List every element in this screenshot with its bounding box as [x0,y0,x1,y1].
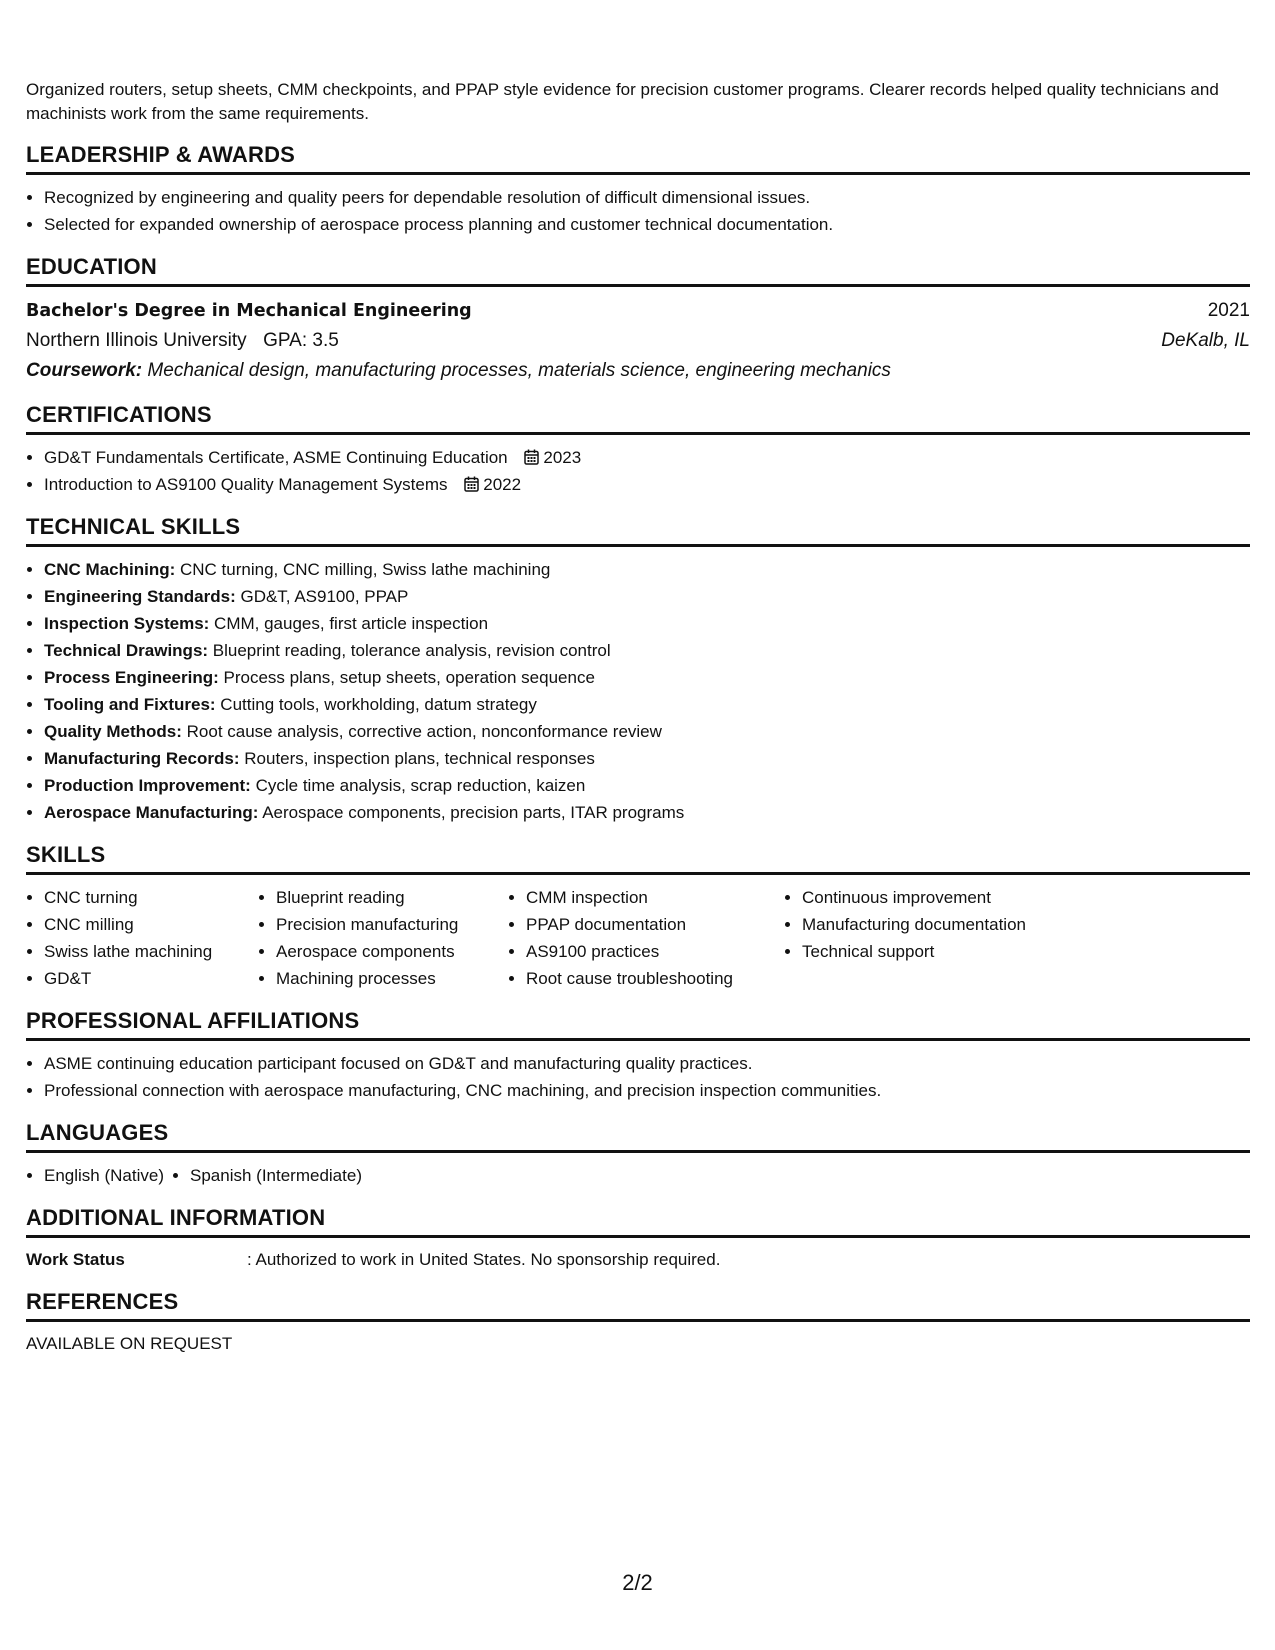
languages-section [26,1120,1250,1189]
affiliations-section [26,1008,1250,1104]
list-item [44,745,1250,772]
languages-list [26,1162,388,1189]
section-title-certifications: CERTIFICATIONS [26,402,1250,435]
calendar-icon [464,476,479,492]
skill-values: GD&T, AS9100, PPAP [235,587,409,606]
certification-year: 2022 [483,475,522,494]
additional-info-section [26,1205,1250,1273]
skill-values: Cycle time analysis, scrap reduction, kaizen [250,776,586,795]
list-item: • English (Native) [44,1162,164,1189]
list-item: • PPAP documentation [526,911,784,938]
skills-column [26,884,258,992]
list-item: • Continuous improvement [802,884,1026,911]
experience-summary: Organized routers, setup sheets, CMM checkpoints, and PPAP style evidence for precision customer programs. Clearer records helped quality technicians and machinists work from the same requirements. [26,80,1219,123]
list-item [44,471,1250,498]
list-item: • AS9100 practices [526,938,784,965]
list-item [44,444,1250,471]
skill-values: Routers, inspection plans, technical responses [239,749,595,768]
section-title-education: EDUCATION [26,254,1250,287]
list-item [44,799,1250,826]
list-item [44,583,1250,610]
list-item [44,718,1250,745]
skill-category: Tooling and Fixtures: [44,695,216,714]
certification-name: GD&T Fundamentals Certificate, ASME Continuing Education [44,448,508,467]
calendar-icon [524,449,539,465]
certifications-section [26,402,1250,498]
list-item [44,637,1250,664]
skill-category: Engineering Standards: [44,587,236,606]
list-item [44,556,1250,583]
graduation-year: 2021 [1207,300,1250,321]
list-item: • GD&T [44,965,258,992]
skill-category: Manufacturing Records: [44,749,240,768]
list-item: • Selected for expanded ownership of aerospace process planning and customer technical documentation. [44,211,1250,238]
list-item [44,610,1250,637]
list-item [44,772,1250,799]
list-item: • Machining processes [276,965,508,992]
section-title-references: REFERENCES [26,1289,1250,1322]
list-item: • Professional connection with aerospace manufacturing, CNC machining, and precision inspection communities. [44,1077,1250,1104]
coursework-label: Coursework: [26,360,143,381]
skills-grid [26,884,1250,992]
skill-category: Technical Drawings: [44,641,209,660]
education-school-row [26,326,1250,356]
certifications-list [26,444,1250,498]
skills-column [258,884,508,992]
work-status-row [26,1247,1250,1273]
skill-values: Root cause analysis, corrective action, nonconformance review [181,722,662,741]
certification-year: 2023 [543,448,582,467]
work-status-label: Work Status [26,1250,125,1269]
resume-page [26,0,1250,1357]
list-item: • Swiss lathe machining [44,938,258,965]
technical-skills-list [26,556,1250,826]
leadership-section [26,142,1250,238]
degree-name: Bachelor's Degree in Mechanical Engineering [26,301,472,321]
education-section [26,254,1250,386]
skill-category: Process Engineering: [44,668,219,687]
section-title-leadership: LEADERSHIP & AWARDS [26,142,1250,175]
list-item: • Precision manufacturing [276,911,508,938]
certification-name: Introduction to AS9100 Quality Management Systems [44,475,448,494]
list-item: • Recognized by engineering and quality peers for dependable resolution of difficult dimensional issues. [44,184,1250,211]
references-section [26,1289,1250,1357]
skill-values: Aerospace components, precision parts, ITAR programs [258,803,685,822]
list-item: • Technical support [802,938,1026,965]
list-item: • Spanish (Intermediate) [190,1162,362,1189]
skills-column [784,884,1026,992]
languages-row [26,1162,1250,1189]
list-item: • CMM inspection [526,884,784,911]
list-item: • Root cause troubleshooting [526,965,784,992]
list-item: • Aerospace components [276,938,508,965]
section-title-technical-skills: TECHNICAL SKILLS [26,514,1250,547]
list-item: • Manufacturing documentation [802,911,1026,938]
list-item [44,691,1250,718]
section-title-additional: ADDITIONAL INFORMATION [26,1205,1250,1238]
skill-category: CNC Machining: [44,560,176,579]
affiliations-list [26,1050,1250,1104]
list-item: • CNC milling [44,911,258,938]
skill-category: Aerospace Manufacturing: [44,803,259,822]
skill-values: CMM, gauges, first article inspection [209,614,489,633]
work-status-value: : Authorized to work in United States. No sponsorship required. [247,1250,721,1269]
leadership-list [26,184,1250,238]
skill-category: Quality Methods: [44,722,182,741]
page-number: 2/2 [622,1570,653,1595]
list-item: • CNC turning [44,884,258,911]
coursework-text: Mechanical design, manufacturing processes, materials science, engineering mechanics [142,360,891,381]
skill-category: Production Improvement: [44,776,251,795]
list-item: • Blueprint reading [276,884,508,911]
skills-column [508,884,784,992]
references-text: AVAILABLE ON REQUEST [26,1334,233,1353]
list-item [44,664,1250,691]
skill-values: CNC turning, CNC milling, Swiss lathe machining [175,560,551,579]
skill-values: Cutting tools, workholding, datum strategy [215,695,537,714]
school-location: DeKalb, IL [1161,330,1250,351]
skill-values: Process plans, setup sheets, operation sequence [218,668,595,687]
section-title-skills: SKILLS [26,842,1250,875]
skills-section [26,842,1250,992]
skill-category: Inspection Systems: [44,614,210,633]
list-item: • ASME continuing education participant focused on GD&T and manufacturing quality practices. [44,1050,1250,1077]
skill-values: Blueprint reading, tolerance analysis, revision control [208,641,611,660]
school-name: Northern Illinois University [26,330,247,351]
technical-skills-section [26,514,1250,826]
section-title-languages: LANGUAGES [26,1120,1250,1153]
coursework [26,356,1250,386]
education-degree-row [26,296,1250,326]
gpa: GPA: 3.5 [263,330,339,351]
section-title-affiliations: PROFESSIONAL AFFILIATIONS [26,1008,1250,1041]
